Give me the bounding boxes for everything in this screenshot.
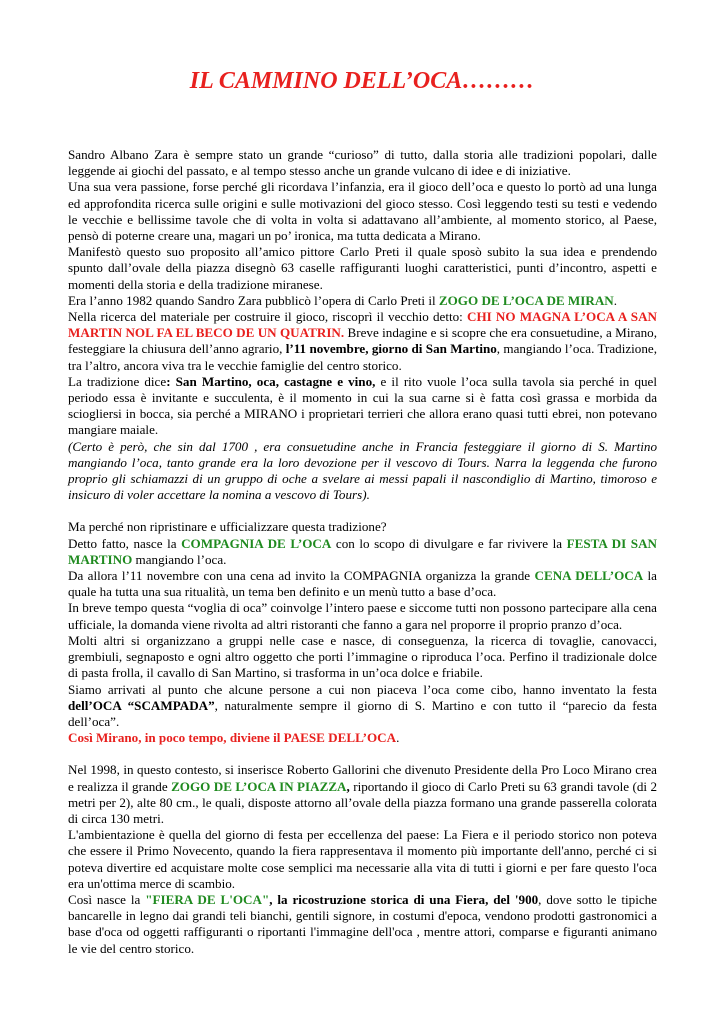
paragraph-paese-oca (68, 730, 657, 746)
paragraph-carlo-preti: Manifestò questo suo proposito all’amico pittore Carlo Preti il quale sposò subito la sua idea e prendendo spunto dall’ovale della piazza disegnò 63 caselle raffiguranti luoghi caratteristici, punti d’incontro, aspetti e momenti della storia e della tradizione miranese. (68, 244, 657, 292)
text-run: Così nasce la (68, 891, 146, 907)
highlight-cena-oca: CENA DELL’OCA (534, 568, 644, 584)
highlight-festa-san-martino: FESTA DI SAN MARTINO (68, 535, 657, 567)
spacer (68, 746, 657, 762)
paragraph-1982 (68, 293, 657, 309)
highlight-oca-castagne-vino: : San Martino, oca, castagne e vino, (166, 373, 376, 389)
highlight-proverb: CHI NO MAGNA L’OCA A SAN MARTIN NOL FA EL BECO DE UN QUATRIN. (68, 309, 657, 341)
highlight-ricostruzione: , la ricostruzione storica di una Fiera, del '900 (269, 891, 539, 907)
highlight-oca-scampada: dell’OCA “SCAMPADA” (68, 697, 215, 713)
document-title: IL CAMMINO DELL’OCA……… (189, 68, 535, 94)
paragraph-detto (68, 309, 657, 374)
paragraph-voglia-di-oca: In breve tempo questa “voglia di oca” coinvolge l’intero paese e siccome tutti non possono partecipare alla cena ufficiale, la domanda viene rivolta ad altri ristoranti che fanno a gara nel proporre il proprio pranzo d’oca. (68, 600, 657, 632)
text-run: Breve indagine e si scopre che era consuetudine, a Mirano, festeggiare la chiusura dell’anno agrario, (68, 325, 657, 357)
text-run: , dove sotto le tipiche bancarelle in legno dai grandi teli bianchi, gentili signore, in costumi d'epoca, vendono prodotti gastronomici a base d'oca od oggetti raffiguranti o riportanti l'immagine dell'oca , mentre attori, comparse e figuranti animano le vie del centro storico. (68, 891, 657, 956)
text-run: Nel 1998, in questo contesto, si inserisce Roberto Gallorini che divenuto Presidente della Pro Loco Mirano crea e realizza il grande (68, 762, 657, 794)
paragraph-gruppi: Molti altri si organizzano a gruppi nelle case e nasce, di conseguenza, la ricerca di tovaglie, canovacci, grembiuli, segnaposto e ogni altro oggetto che porti l’immagine o riproduca l’oca. Perfino il tradizionale dolce di pasta frolla, il cavallo di San Martino, si trasforma in un’oca dolce e friabile. (68, 632, 657, 681)
text-run: . (613, 292, 618, 308)
paragraph-zara-intro: Sandro Albano Zara è sempre stato un grande “curioso” di tutto, dalla storia alle tradizioni popolari, dalle leggende ai giochi del passato, e al tempo stesso anche un grande vulcano di idee e di iniziative. (68, 147, 657, 179)
document-body (68, 147, 657, 957)
text-run: la quale ha tutta una sua ritualità, un tema ben definito e un menù tutto a base d’oca. (68, 568, 657, 600)
text-run: con lo scopo di divulgare e far rivivere la (331, 535, 567, 551)
paragraph-cena (68, 568, 657, 600)
text-run: riportando il gioco di Carlo Preti su 63 grandi tavole (di 2 metri per 2), alte 80 cm., le quali, disposte attorno all’ovale della piazza formano una grande passerella colorata di circa 130 metri. (68, 778, 657, 826)
highlight-compagnia: COMPAGNIA DE L’OCA (181, 535, 332, 551)
spacer (68, 503, 657, 519)
text-run: . (396, 730, 400, 746)
text-run: Siamo arrivati al punto che alcune persone a cui non piaceva l’oca come cibo, hanno inventato la festa (68, 681, 657, 697)
text-run: La tradizione dice (68, 373, 167, 389)
highlight-paese-oca: Così Mirano, in poco tempo, diviene il PAESE DELL’OCA (68, 730, 397, 746)
paragraph-tradizione (68, 374, 657, 439)
highlight-san-martino-date: l’11 novembre, giorno di San Martino (285, 341, 497, 357)
paragraph-1998 (68, 762, 657, 827)
text-run: mangiando l’oca. (132, 551, 227, 567)
paragraph-fiera (68, 892, 657, 957)
paragraph-passion: Una sua vera passione, forse perché gli ricordava l’infanzia, era il gioco dell’oca e questo lo portò ad una lunga ed approfondita ricerca sulle origini e sulle motivazioni del gioco stesso. Così leggendo testi su testi e vedendo le vecchie e bellissime tavole che di volta in volta si adattavano all’ambiente, al momento storico, al Paese, pensò di poterne creare una, magari un po’ ironica, ma tutta dedicata a Mirano. (68, 179, 657, 244)
highlight-fiera-oca: "FIERA DE L'OCA" (145, 891, 270, 907)
text-run: Da allora l’11 novembre con una cena ad invito la COMPAGNIA organizza la grande (68, 568, 535, 584)
paragraph-ambientazione: L'ambientazione è quella del giorno di festa per eccellenza del paese: La Fiera e il periodo storico non poteva che essere il Primo Novecento, quando la fiera rappresentava il momento più importante dell'anno, perché ci si poteva divertire ed acquistare molte cose semplici ma necessarie alla vita di tutti i giorni e per fare questo l'oca era un'ottima merce di scambio. (68, 827, 657, 891)
text-run: e il rito vuole l’oca sulla tavola sia perché in quel periodo essa è invitante e succulenta, è il momento in cui la sua carne si è fatta così grassa e morbida da sciogliersi in bocca, sia perché a MIRANO i proprietari terrieri che allora erano quasi tutti ebrei, non potevano mangiare maiale. (68, 373, 658, 438)
highlight-zogo-piazza: ZOGO DE L’OCA IN PIAZZA (171, 778, 347, 794)
text-run: Detto fatto, nasce la (68, 535, 182, 551)
text-run: , naturalmente sempre il giorno di S. Martino e con tutto il “parecio da festa dell’oca”. (68, 697, 657, 729)
text-run: , mangiando l’oca. Tradizione, tra l’altro, ancora viva tra le vecchie famiglie del centro storico. (68, 341, 657, 373)
highlight-zogo-miran: ZOGO DE L’OCA DE MIRAN (438, 292, 614, 308)
text-run: Nella ricerca del materiale per costruire il gioco, riscoprì il vecchio detto: (68, 309, 467, 325)
text-run: Era l’anno 1982 quando Sandro Zara pubblicò l’opera di Carlo Preti il (68, 292, 439, 308)
text-run: , (346, 778, 350, 794)
paragraph-compagnia (68, 536, 657, 568)
paragraph-question: Ma perché non ripristinare e ufficializzare questa tradizione? (68, 519, 387, 535)
paragraph-scampada (68, 682, 657, 731)
paragraph-francia-note: (Certo è però, che sin dal 1700 , era consuetudine anche in Francia festeggiare il giorno di S. Martino mangiando l’oca, tanto grande era la loro devozione per il vescovo di Tours. Narra la leggenda che furono proprio gli schiamazzi di un gruppo di oche a svelare ai messi papali il nascondiglio di Martino, timoroso e insicuro di voler accettare la nomina a vescovo di Tours). (68, 438, 657, 503)
